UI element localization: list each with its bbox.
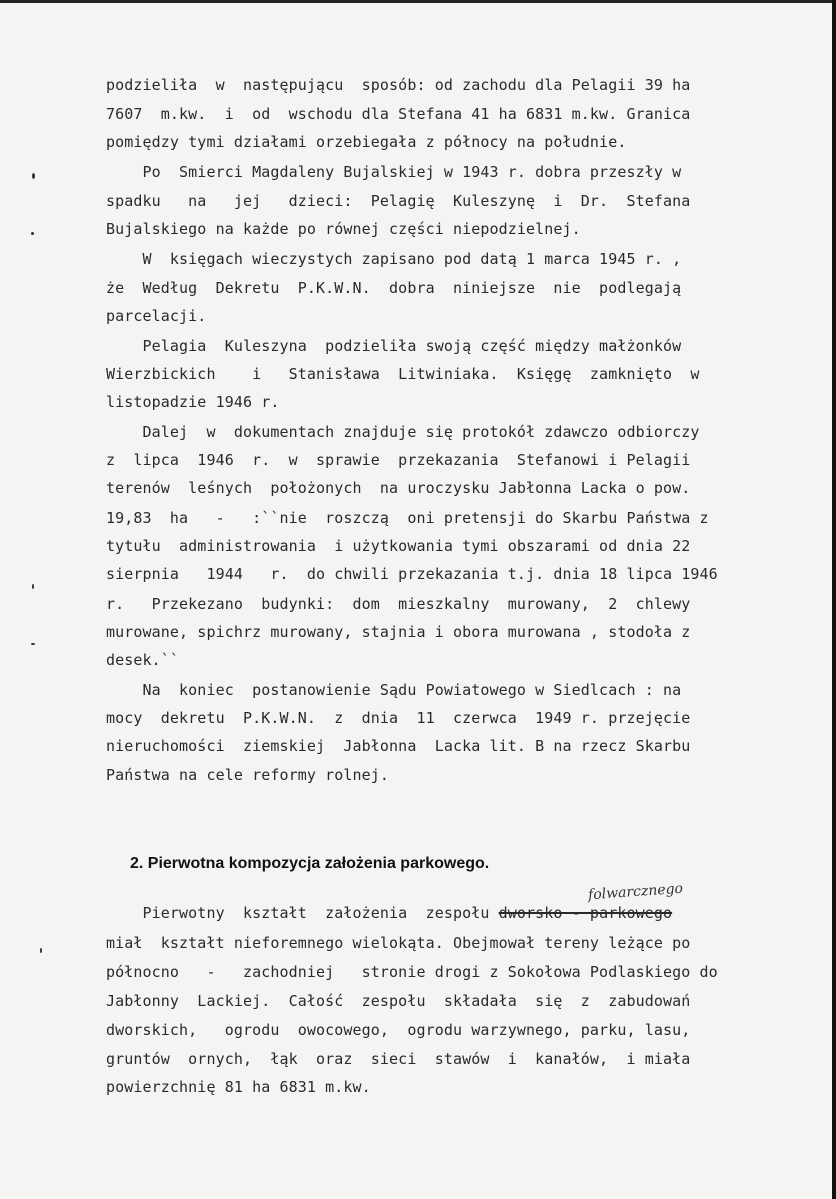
section-line — [106, 903, 754, 923]
text-line: że Według Dekretu P.K.W.N. dobra niniejsze nie podlegają — [106, 279, 682, 297]
text-line: Bujalskiego na każde po równej części niepodzielnej. — [106, 220, 581, 238]
margin-speck — [31, 232, 34, 235]
margin-speck — [32, 173, 35, 179]
text-line: Na koniec postanowienie Sądu Powiatowego w Siedlcach : na — [106, 681, 682, 699]
text-line: r. Przekezano budynki: dom mieszkalny murowany, 2 chlewy — [106, 595, 691, 613]
text-line: W księgach wieczystych zapisano pod datą 1 marca 1945 r. , — [106, 250, 682, 268]
margin-speck — [31, 643, 35, 645]
section-text-line: powierzchnię 81 ha 6831 m.kw. — [106, 1078, 371, 1096]
text-line: 7607 m.kw. i od wschodu dla Stefana 41 ha 6831 m.kw. Granica — [106, 105, 691, 123]
margin-speck — [32, 584, 34, 589]
text-line: Dalej w dokumentach znajduje się protokół zdawczo odbiorczy — [106, 423, 700, 441]
text-line: Po Smierci Magdaleny Bujalskiej w 1943 r. dobra przeszły w — [106, 163, 682, 181]
struck-text: dworsko - parkowego — [498, 904, 673, 922]
text-line: Pelagia Kuleszyna podzieliła swoją część między małżonków — [106, 337, 682, 355]
section-text-line: dworskich, ogrodu owocowego, ogrodu warzywnego, parku, lasu, — [106, 1021, 691, 1039]
section-heading: 2. Pierwotna kompozycja założenia parkowego. — [130, 855, 490, 872]
text-line: spadku na jej dzieci: Pelagię Kuleszynę i Dr. Stefana — [106, 192, 691, 210]
text-line: 19,83 ha - :``nie roszczą oni pretensji do Skarbu Państwa z — [106, 509, 709, 527]
text-line: murowane, spichrz murowany, stajnia i obora murowana , stodoła z — [106, 623, 691, 641]
text-line: Wierzbickich i Stanisława Litwiniaka. Księgę zamknięto w — [106, 365, 700, 383]
handwritten-insert: folwarcznego — [587, 880, 684, 904]
text-line: tytułu administrowania i użytkowania tymi obszarami od dnia 22 — [106, 537, 691, 555]
section-line-prefix: Pierwotny kształt założenia zespołu — [106, 904, 499, 922]
text-line: mocy dekretu P.K.W.N. z dnia 11 czerwca 1949 r. przejęcie — [106, 709, 691, 727]
text-line: Państwa na cele reformy rolnej. — [106, 766, 390, 784]
text-line: pomiędzy tymi działami orzebiegała z północy na południe. — [106, 133, 627, 151]
scan-border-right — [832, 0, 836, 1199]
section-text-line: Jabłonny Lackiej. Całość zespołu składała się z zabudowań — [106, 992, 691, 1010]
section-text-line: gruntów ornych, łąk oraz sieci stawów i kanałów, i miała — [106, 1050, 691, 1068]
text-line: sierpnia 1944 r. do chwili przekazania t.j. dnia 18 lipca 1946 — [106, 565, 718, 583]
text-line: podzieliła w następującu sposób: od zachodu dla Pelagii 39 ha — [106, 76, 691, 94]
scan-border-top — [0, 0, 836, 3]
text-line: z lipca 1946 r. w sprawie przekazania Stefanowi i Pelagii — [106, 451, 691, 469]
section-text-line: północno - zachodniej stronie drogi z Sokołowa Podlaskiego do — [106, 963, 718, 981]
text-line: parcelacji. — [106, 307, 207, 325]
margin-speck — [40, 948, 42, 953]
section-text-line: miał kształt nieforemnego wielokąta. Obejmował tereny leżące po — [106, 934, 691, 952]
text-line: nieruchomości ziemskiej Jabłonna Lacka lit. B na rzecz Skarbu — [106, 737, 691, 755]
text-line: terenów leśnych położonych na uroczysku Jabłonna Lacka o pow. — [106, 479, 691, 497]
text-line: listopadzie 1946 r. — [106, 393, 280, 411]
text-line: desek.`` — [106, 651, 180, 669]
